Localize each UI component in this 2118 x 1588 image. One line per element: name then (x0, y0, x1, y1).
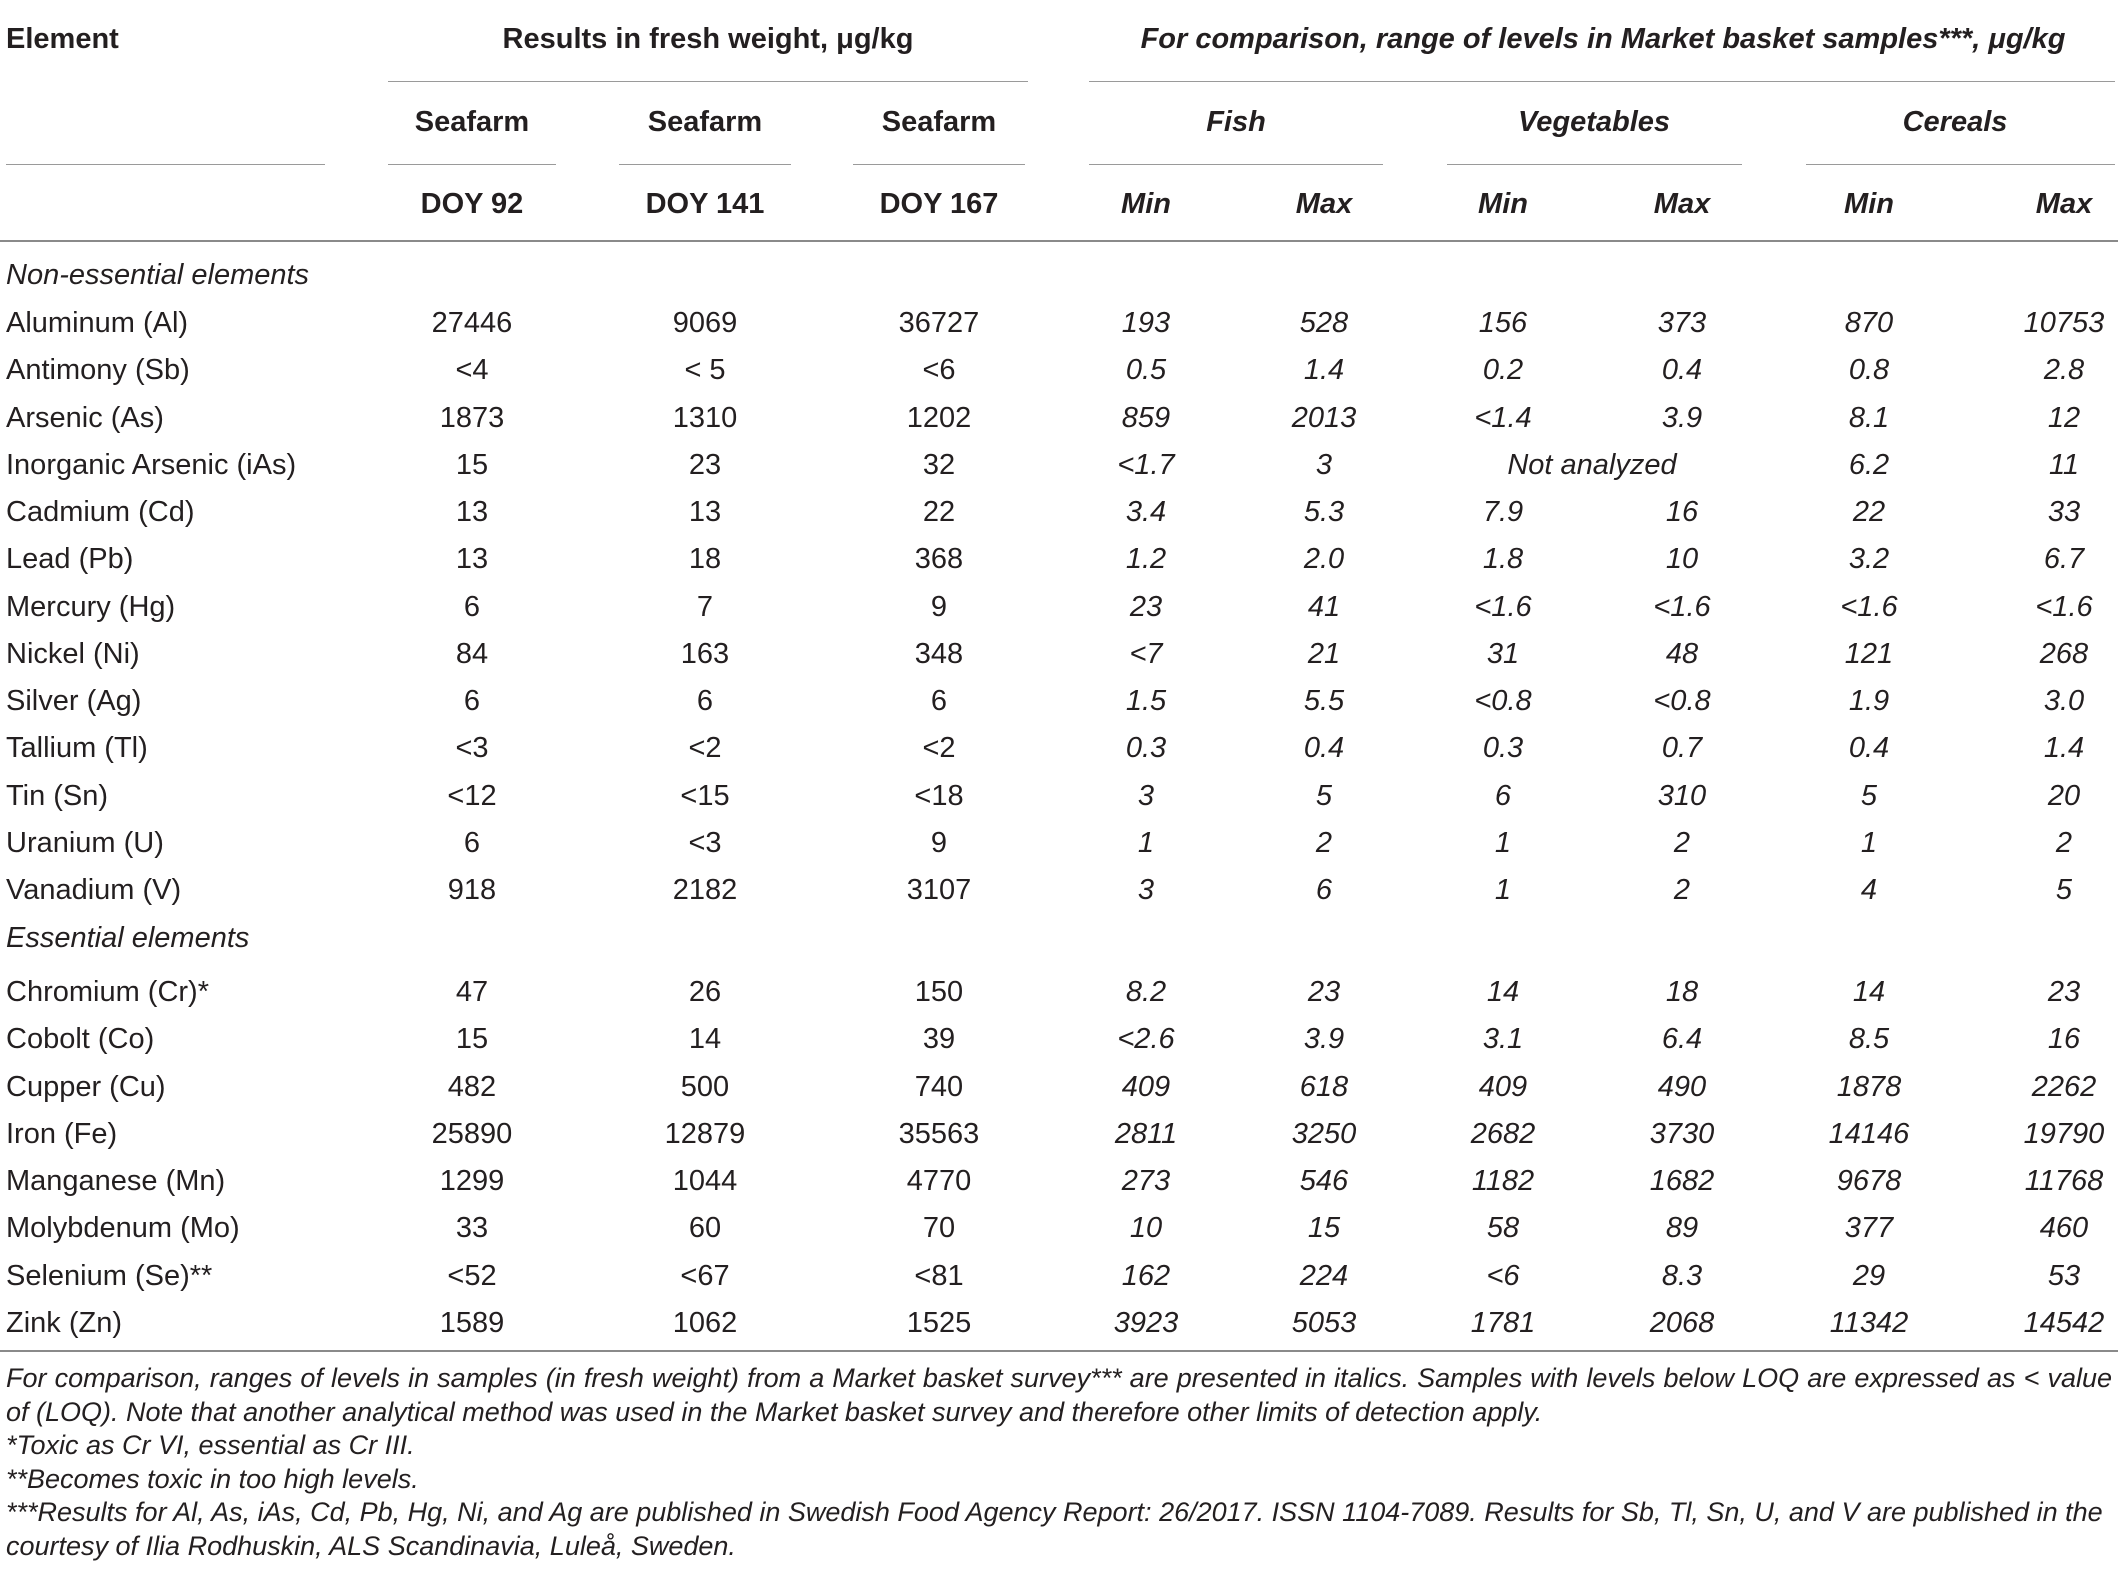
table-row (0, 442, 2118, 489)
value-cell-veg-min: <0.8 (1474, 685, 1532, 717)
value-cell-veg-max: 373 (1657, 307, 1707, 339)
value-cell-fish-max: 224 (1299, 1259, 1349, 1292)
header-doy-141: DOY 141 (645, 188, 765, 220)
value-cell-cer-max: 12 (2047, 401, 2081, 434)
value-cell-fish-max: 5 (1315, 779, 1333, 812)
value-cell-veg-max: 2 (1673, 826, 1691, 859)
value-cell-veg-max: 0.4 (1661, 354, 1703, 387)
header-seafarm-3: Seafarm (881, 106, 997, 138)
element-name-cell: Vanadium (V) (6, 874, 182, 906)
rule-fish (1089, 164, 1383, 165)
value-cell-d141: 60 (688, 1212, 722, 1245)
element-name-cell: Antimony (Sb) (6, 354, 190, 387)
value-cell-cer-max: 11 (2048, 448, 2080, 481)
value-cell-veg-min: 14 (1486, 976, 1520, 1008)
value-cell-fish-max: 3250 (1291, 1117, 1357, 1150)
element-name-cell: Manganese (Mn) (6, 1165, 226, 1197)
value-cell-fish-min: 1 (1137, 826, 1155, 859)
value-cell-veg-not-analyzed: Not analyzed (1507, 448, 1677, 481)
table-row (0, 678, 2118, 725)
header-doy-167: DOY 167 (879, 188, 999, 220)
header-fish-min: Min (1121, 188, 1171, 220)
table-row (0, 584, 2118, 631)
value-cell-cer-min: 0.8 (1848, 354, 1890, 387)
rule-comparison-span (1089, 81, 2115, 82)
value-cell-cer-min: <1.6 (1840, 590, 1898, 623)
value-cell-fish-min: 162 (1121, 1259, 1171, 1292)
value-cell-fish-max: 5.3 (1303, 496, 1345, 528)
value-cell-d141: 7 (696, 590, 714, 623)
value-cell-d167: <81 (914, 1259, 964, 1292)
value-cell-veg-max: 2068 (1649, 1306, 1715, 1339)
value-cell-d141: 1310 (672, 401, 738, 434)
element-name-cell: Zink (Zn) (6, 1306, 122, 1339)
table-row (0, 725, 2118, 772)
value-cell-d141: 13 (688, 496, 722, 528)
value-cell-d167: 740 (914, 1070, 964, 1103)
header-comparison: For comparison, range of levels in Market basket samples***, μg/kg (1140, 23, 2066, 55)
footnote-chromium: *Toxic as Cr VI, essential as Cr III. (6, 1430, 415, 1460)
value-cell-veg-min: 58 (1486, 1212, 1520, 1245)
value-cell-d141: 163 (680, 637, 730, 670)
value-cell-d167: 35563 (898, 1117, 980, 1150)
value-cell-d141: 14 (688, 1023, 722, 1056)
element-name-cell: Selenium (Se)** (6, 1259, 213, 1292)
value-cell-fish-max: 5.5 (1303, 685, 1345, 717)
table-row (0, 395, 2118, 442)
table-row (0, 969, 2118, 1016)
value-cell-cer-max: 53 (2047, 1259, 2081, 1292)
footnote-sources: ***Results for Al, As, iAs, Cd, Pb, Hg, Ni, and Ag are published in Swedish Food Agency Report: 26/2017. ISSN 1104-7089. Results for Sb, Tl, Sn, U, and V are published in the courtesy of Ilia Rodhuskin, ALS Scandinavia, Luleå, Sweden. (6, 1497, 2103, 1561)
value-cell-veg-min: 0.2 (1482, 354, 1524, 387)
table-row (0, 300, 2118, 347)
value-cell-cer-max: 6.7 (2043, 543, 2085, 576)
value-cell-fish-max: 0.4 (1303, 732, 1345, 765)
value-cell-d167: 70 (922, 1212, 956, 1245)
value-cell-fish-max: 6 (1315, 874, 1333, 906)
value-cell-veg-min: 1 (1494, 874, 1512, 906)
value-cell-d141: 9069 (672, 307, 738, 339)
value-cell-veg-max: 2 (1673, 874, 1691, 906)
header-veg-max: Max (1653, 188, 1711, 220)
value-cell-cer-min: 14 (1852, 976, 1886, 1008)
value-cell-cer-min: 1878 (1836, 1070, 1902, 1103)
value-cell-veg-max: 1682 (1649, 1165, 1715, 1197)
value-cell-fish-max: 21 (1307, 637, 1341, 670)
value-cell-veg-max: <0.8 (1653, 685, 1711, 717)
value-cell-d141: <15 (680, 779, 730, 812)
element-name-cell: Molybdenum (Mo) (6, 1212, 240, 1245)
value-cell-cer-min: 4 (1860, 874, 1878, 906)
value-cell-fish-max: 546 (1299, 1165, 1349, 1197)
rule-header-bottom (0, 240, 2118, 242)
value-cell-veg-max: 6.4 (1661, 1023, 1703, 1056)
value-cell-d167: 9 (930, 590, 948, 623)
value-cell-d167: 32 (922, 448, 956, 481)
value-cell-d92: 13 (455, 543, 489, 576)
value-cell-veg-min: <1.6 (1474, 590, 1532, 623)
value-cell-cer-min: 1.9 (1848, 685, 1890, 717)
value-cell-veg-max: 18 (1665, 976, 1699, 1008)
value-cell-cer-max: 2 (2055, 826, 2073, 859)
value-cell-d92: 6 (463, 685, 481, 717)
table-row (0, 1205, 2118, 1252)
value-cell-veg-max: 89 (1665, 1212, 1699, 1245)
value-cell-d92: <12 (447, 779, 497, 812)
element-name-cell: Aluminum (Al) (6, 307, 189, 339)
table-row (0, 1111, 2118, 1158)
value-cell-d141: 12879 (664, 1117, 746, 1150)
header-doy-92: DOY 92 (420, 188, 524, 220)
value-cell-fish-min: 3923 (1113, 1306, 1179, 1339)
element-name-cell: Iron (Fe) (6, 1117, 118, 1150)
value-cell-d167: 1202 (906, 401, 972, 434)
section-essential: Essential elements (6, 922, 250, 954)
value-cell-cer-min: 377 (1844, 1212, 1894, 1245)
value-cell-veg-min: 156 (1478, 307, 1528, 339)
value-cell-cer-min: 6.2 (1848, 448, 1890, 481)
value-cell-cer-min: 870 (1844, 307, 1894, 339)
value-cell-d141: 26 (688, 976, 722, 1008)
header-results: Results in fresh weight, μg/kg (502, 23, 914, 55)
element-name-cell: Silver (Ag) (6, 685, 142, 717)
value-cell-cer-max: 14542 (2023, 1306, 2105, 1339)
element-name-cell: Cupper (Cu) (6, 1070, 166, 1103)
value-cell-fish-max: 23 (1307, 976, 1341, 1008)
rule-element-col (6, 164, 325, 165)
value-cell-d167: 9 (930, 826, 948, 859)
value-cell-d167: 348 (914, 637, 964, 670)
header-seafarm-1: Seafarm (414, 106, 530, 138)
value-cell-cer-max: 5 (2055, 874, 2073, 906)
value-cell-cer-max: 2.8 (2043, 354, 2085, 387)
value-cell-fish-min: 1.2 (1125, 543, 1167, 576)
element-name-cell: Tin (Sn) (6, 779, 109, 812)
value-cell-d167: <2 (922, 732, 956, 765)
value-cell-fish-max: 3.9 (1303, 1023, 1345, 1056)
value-cell-veg-min: 0.3 (1482, 732, 1524, 765)
value-cell-d92: <52 (447, 1259, 497, 1292)
value-cell-fish-max: 41 (1307, 590, 1341, 623)
value-cell-veg-min: 1.8 (1482, 543, 1524, 576)
value-cell-cer-max: 10753 (2023, 307, 2105, 339)
value-cell-fish-max: 3 (1315, 448, 1333, 481)
table-row (0, 867, 2118, 914)
value-cell-d167: 6 (930, 685, 948, 717)
value-cell-fish-min: 8.2 (1125, 976, 1167, 1008)
element-name-cell: Cobolt (Co) (6, 1023, 155, 1056)
value-cell-d92: 15 (455, 1023, 489, 1056)
value-cell-cer-min: 11342 (1829, 1306, 1909, 1339)
table-row (0, 631, 2118, 678)
value-cell-d92: 1589 (439, 1306, 505, 1339)
value-cell-cer-max: 268 (2039, 637, 2089, 670)
value-cell-cer-min: 0.4 (1848, 732, 1890, 765)
value-cell-d141: 500 (680, 1070, 730, 1103)
value-cell-d167: 3107 (906, 874, 972, 906)
value-cell-d167: 1525 (906, 1306, 972, 1339)
element-name-cell: Cadmium (Cd) (6, 496, 195, 528)
value-cell-fish-min: <2.6 (1117, 1023, 1175, 1056)
value-cell-veg-min: 6 (1494, 779, 1512, 812)
value-cell-cer-min: 1 (1860, 826, 1878, 859)
value-cell-d92: 25890 (431, 1117, 513, 1150)
value-cell-d141: 6 (696, 685, 714, 717)
value-cell-d167: 39 (922, 1023, 956, 1056)
header-vegetables: Vegetables (1517, 106, 1671, 138)
table-row (0, 1158, 2118, 1205)
value-cell-d92: 6 (463, 590, 481, 623)
value-cell-fish-min: 3 (1137, 779, 1155, 812)
element-name-cell: Tallium (Tl) (6, 732, 148, 765)
value-cell-cer-min: 121 (1844, 637, 1894, 670)
value-cell-veg-min: <1.4 (1474, 401, 1532, 434)
element-name-cell: Nickel (Ni) (6, 637, 140, 670)
value-cell-d167: <6 (922, 354, 956, 387)
value-cell-d141: <67 (680, 1259, 730, 1292)
value-cell-veg-min: 31 (1486, 637, 1520, 670)
value-cell-d92: 1873 (439, 401, 505, 434)
value-cell-fish-min: 193 (1121, 307, 1171, 339)
value-cell-fish-max: 2013 (1291, 401, 1357, 434)
rule-table-bottom (0, 1350, 2118, 1352)
value-cell-d92: 27446 (431, 307, 513, 339)
value-cell-veg-min: 1182 (1471, 1165, 1535, 1197)
value-cell-veg-max: 3730 (1649, 1117, 1715, 1150)
value-cell-d141: <2 (688, 732, 722, 765)
value-cell-fish-min: 3 (1137, 874, 1155, 906)
value-cell-d92: 13 (455, 496, 489, 528)
header-fish-max: Max (1295, 188, 1353, 220)
value-cell-veg-min: 1 (1494, 826, 1512, 859)
value-cell-cer-min: 8.5 (1848, 1023, 1890, 1056)
value-cell-d92: 1299 (439, 1165, 505, 1197)
value-cell-fish-min: 0.3 (1125, 732, 1167, 765)
header-element: Element (6, 23, 119, 55)
value-cell-veg-min: 2682 (1470, 1117, 1536, 1150)
value-cell-fish-min: 23 (1129, 590, 1163, 623)
value-cell-veg-min: 409 (1478, 1070, 1528, 1103)
value-cell-veg-min: 7.9 (1482, 496, 1524, 528)
value-cell-cer-min: 5 (1860, 779, 1878, 812)
value-cell-d167: <18 (914, 779, 964, 812)
header-cer-max: Max (2035, 188, 2093, 220)
value-cell-d167: 368 (914, 543, 964, 576)
value-cell-d167: 4770 (906, 1165, 972, 1197)
value-cell-d92: 47 (455, 976, 489, 1008)
footnote-main: For comparison, ranges of levels in samples (in fresh weight) from a Market basket survey*** are presented in italics. Samples with levels below LOQ are expressed as < value of (LOQ). Note that another analytical method was used in the Market basket survey and therefore other limits of detection apply. (6, 1363, 2112, 1427)
value-cell-d92: 15 (455, 448, 489, 481)
table-row (0, 1300, 2118, 1347)
value-cell-veg-max: 10 (1665, 543, 1699, 576)
value-cell-cer-max: 11768 (2024, 1165, 2104, 1197)
value-cell-fish-min: 409 (1121, 1070, 1171, 1103)
value-cell-cer-min: 3.2 (1848, 543, 1890, 576)
rule-results-span (388, 81, 1028, 82)
value-cell-fish-min: 2811 (1114, 1117, 1178, 1150)
rule-cereals (1806, 164, 2115, 165)
value-cell-cer-max: 19790 (2023, 1117, 2105, 1150)
value-cell-cer-max: 3.0 (2043, 685, 2085, 717)
value-cell-veg-max: 310 (1657, 779, 1707, 812)
table-row (0, 1064, 2118, 1111)
value-cell-veg-min: <6 (1486, 1259, 1520, 1292)
value-cell-d141: 1062 (672, 1306, 738, 1339)
value-cell-fish-min: <1.7 (1117, 448, 1175, 481)
value-cell-cer-min: 14146 (1828, 1117, 1910, 1150)
value-cell-cer-max: 23 (2047, 976, 2081, 1008)
header-cer-min: Min (1844, 188, 1894, 220)
header-veg-min: Min (1478, 188, 1528, 220)
value-cell-d141: 1044 (672, 1165, 738, 1197)
header-seafarm-2: Seafarm (647, 106, 763, 138)
table-row (0, 773, 2118, 820)
value-cell-d141: 23 (688, 448, 722, 481)
value-cell-d141: < 5 (684, 354, 726, 387)
rule-seafarm-2 (619, 164, 791, 165)
value-cell-fish-max: 5053 (1291, 1306, 1357, 1339)
value-cell-fish-max: 15 (1307, 1212, 1341, 1245)
value-cell-fish-min: <7 (1129, 637, 1163, 670)
element-name-cell: Arsenic (As) (6, 401, 164, 434)
value-cell-d167: 150 (914, 976, 964, 1008)
value-cell-cer-max: 1.4 (2043, 732, 2085, 765)
footnote-selenium: **Becomes toxic in too high levels. (6, 1463, 419, 1494)
value-cell-d141: <3 (688, 826, 722, 859)
value-cell-veg-min: 1781 (1470, 1306, 1536, 1339)
table-row (0, 489, 2118, 536)
value-cell-fish-max: 618 (1299, 1070, 1349, 1103)
value-cell-cer-max: <1.6 (2035, 590, 2093, 623)
value-cell-veg-min: 3.1 (1482, 1023, 1524, 1056)
table-row (0, 1253, 2118, 1300)
value-cell-fish-max: 2.0 (1303, 543, 1345, 576)
value-cell-fish-max: 2 (1315, 826, 1333, 859)
table-footnotes (6, 1362, 2112, 1563)
value-cell-fish-max: 1.4 (1303, 354, 1345, 387)
header-fish: Fish (1206, 106, 1266, 138)
element-name-cell: Chromium (Cr)* (6, 976, 209, 1008)
value-cell-fish-min: 1.5 (1125, 685, 1167, 717)
value-cell-veg-max: 48 (1665, 637, 1699, 670)
rule-seafarm-1 (388, 164, 556, 165)
value-cell-d92: 33 (455, 1212, 489, 1245)
value-cell-d167: 36727 (898, 307, 980, 339)
value-cell-d141: 2182 (672, 874, 738, 906)
value-cell-cer-min: 9678 (1836, 1165, 1902, 1197)
value-cell-cer-min: 29 (1852, 1259, 1886, 1292)
value-cell-cer-max: 20 (2047, 779, 2081, 812)
value-cell-fish-max: 528 (1299, 307, 1349, 339)
value-cell-d92: <4 (455, 354, 489, 387)
rule-vegetables (1447, 164, 1742, 165)
value-cell-d92: <3 (455, 732, 489, 765)
table-row (0, 1016, 2118, 1063)
value-cell-d92: 6 (463, 826, 481, 859)
value-cell-cer-max: 16 (2047, 1023, 2081, 1056)
value-cell-fish-min: 859 (1121, 401, 1171, 434)
value-cell-d92: 918 (447, 874, 497, 906)
value-cell-d92: 84 (455, 637, 489, 670)
value-cell-cer-min: 8.1 (1848, 401, 1890, 434)
element-name-cell: Uranium (U) (6, 826, 164, 859)
value-cell-veg-max: 8.3 (1661, 1259, 1703, 1292)
rule-seafarm-3 (853, 164, 1025, 165)
value-cell-d167: 22 (922, 496, 956, 528)
value-cell-fish-min: 0.5 (1125, 354, 1167, 387)
value-cell-d141: 18 (688, 543, 722, 576)
value-cell-veg-max: 16 (1665, 496, 1699, 528)
value-cell-veg-max: 3.9 (1661, 401, 1703, 434)
value-cell-veg-max: <1.6 (1653, 590, 1711, 623)
value-cell-d92: 482 (447, 1070, 497, 1103)
element-name-cell: Lead (Pb) (6, 543, 134, 576)
value-cell-veg-max: 0.7 (1661, 732, 1703, 765)
value-cell-cer-max: 2262 (2031, 1070, 2097, 1103)
table-row (0, 347, 2118, 394)
value-cell-veg-max: 490 (1657, 1070, 1707, 1103)
element-name-cell: Mercury (Hg) (6, 590, 176, 623)
value-cell-cer-max: 460 (2039, 1212, 2089, 1245)
value-cell-cer-max: 33 (2047, 496, 2081, 528)
value-cell-fish-min: 3.4 (1125, 496, 1167, 528)
section-nonessential: Non-essential elements (6, 259, 310, 291)
element-name-cell: Inorganic Arsenic (iAs) (6, 448, 297, 481)
table-row (0, 820, 2118, 867)
table-row (0, 536, 2118, 583)
value-cell-cer-min: 22 (1852, 496, 1886, 528)
value-cell-fish-min: 273 (1121, 1165, 1171, 1197)
header-cereals: Cereals (1902, 106, 2008, 138)
value-cell-fish-min: 10 (1129, 1212, 1163, 1245)
